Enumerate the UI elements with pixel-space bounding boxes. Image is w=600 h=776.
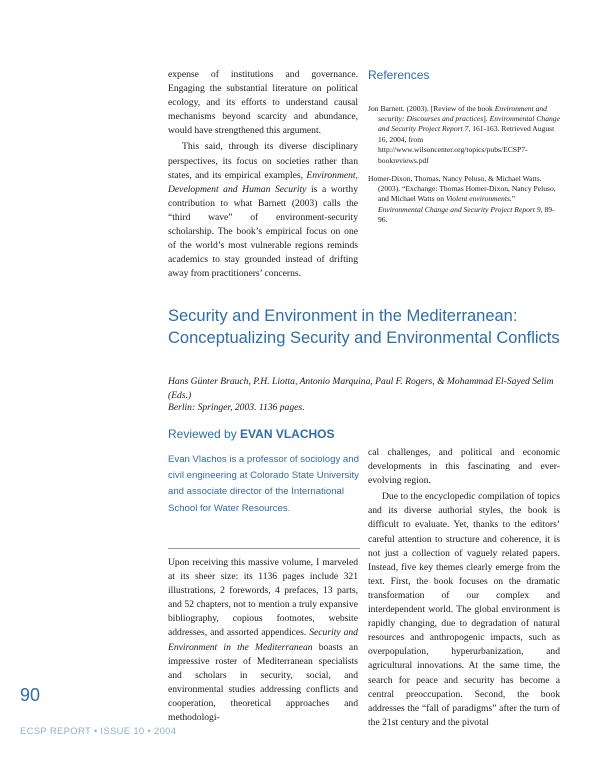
reviewer-bio: Evan Vlachos is a professor of sociology and civil engineering at Colorado State University and associate director of the International School for Water Resources. xyxy=(168,454,359,514)
footer-running-head: ECSP REPORT • ISSUE 10 • 2004 xyxy=(20,726,177,737)
divider xyxy=(168,548,360,549)
reviewed-by: Reviewed by EVAN VLACHOS xyxy=(168,427,335,441)
reviewer-name: EVAN VLACHOS xyxy=(240,427,335,441)
book-editors: Hans Günter Brauch, P.H. Liotta, Antonio Marquina, Paul F. Rogers, & Mohammad El-Sayed Selim (Eds.) xyxy=(168,376,554,401)
references-list xyxy=(368,96,560,228)
publication-info: Berlin: Springer, 2003. 1136 pages. xyxy=(168,402,305,413)
top-left-column xyxy=(168,68,358,281)
reference-item: Jon Barnett. (2003). [Review of the book Environment and security: Discourses and practices]. Environmental Change and Security Project Report 7, 161-163. Retrieved August 16, 2004, from http://www.wilsoncenter.org/topics/pubs/ECSP7-bookreviews.pdf xyxy=(368,103,560,165)
body-left-column xyxy=(168,556,358,725)
paragraph: Due to the encyclopedic compilation of topics and its diverse authorial styles, the book is difficult to evaluate. Yet, thanks to the editors’ careful attention to structure and coherence, it is not just a collection of vaguely related papers. Instead, five key themes clearly emerge from the text. First, the book focuses on the dramatic transformation of our complex and interdependent world. The global environment is rapidly changing, due to degradation of natural resources and anthropogenic impacts, such as overpopulation, hyperurbanization, and agricultural innovations. At the same time, the search for peace and security has become a central preoccupation. Second, the book addresses the “fall of paradigms” after the turn of the 21st century and the pivotal xyxy=(368,491,560,728)
review-title: Security and Environment in the Mediterranean: Conceptualizing Security and Environmental Conflicts xyxy=(168,307,560,347)
reference-item: Homer-Dixon, Thomas, Nancy Peluso, & Michael Watts. (2003). “Exchange: Thomas Homer-Dixon, Nancy Peluso, and Michael Watts on Violent environments.” Environmental Change and Security Project Report 9, 89-96. xyxy=(368,173,556,225)
references-heading: References xyxy=(368,68,430,82)
paragraph: expense of institutions and governance. Engaging the substantial literature on political ecology, and its efforts to understand causal mechanisms beyond scarcity and abundance, would have strengthened this argument. xyxy=(168,69,358,137)
paragraph: This said, through its diverse disciplinary perspectives, its focus on societies rather than states, and its empirical examples, Environment, Development and Human Security is a worthy contribution to what Barnett (2003) calls the “third wave” of environment-security scholarship. The book’s empirical focus on one of the world’s most vulnerable regions reminds academics to stay grounded instead of drifting away from practitioners’ concerns. xyxy=(168,141,358,280)
paragraph: Upon receiving this massive volume, I marveled at its sheer size: its 1136 pages include 321 illustrations, 2 forewords, 4 prefaces, 13 parts, and 52 chapters, not to mention a truly expansive bibliography, copious footnotes, website addresses, and assorted appendices. Security and Environment in the Mediterranean boasts an impressive roster of Mediterranean specialists and scholars in security, social, and environmental studies addressing conflicts and cooperation, theoretical approaches and methodologi- xyxy=(168,557,358,724)
paragraph: cal challenges, and political and economic developments in this fascinating and ever-evolving region. xyxy=(368,447,560,487)
page-number: 90 xyxy=(20,685,41,705)
body-right-column xyxy=(368,446,560,730)
